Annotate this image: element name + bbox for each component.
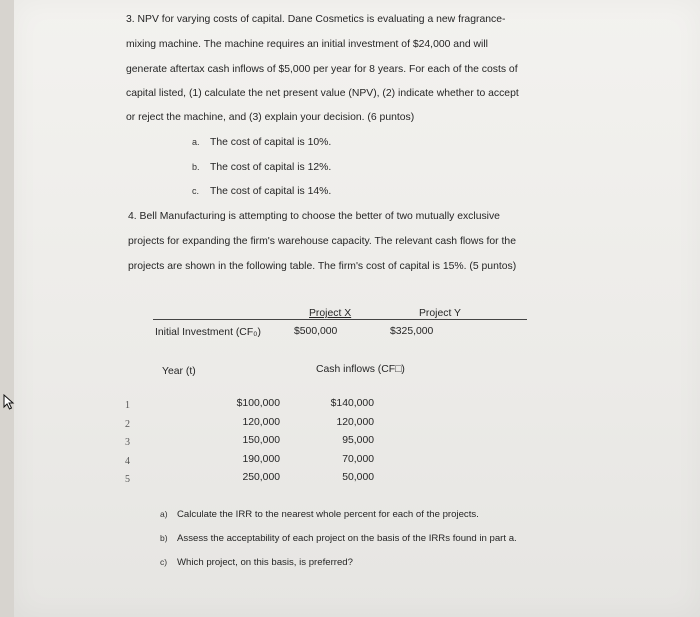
project-y-flow-cell: 95,000	[342, 435, 374, 446]
option-label: b.	[192, 162, 200, 172]
subpart-label: c)	[160, 557, 168, 567]
option-text: The cost of capital is 12%.	[210, 162, 332, 173]
option-text: The cost of capital is 14%.	[210, 186, 332, 197]
project-x-header: Project X	[309, 308, 352, 319]
q3-line-3: generate aftertax cash inflows of $5,000 per year for 8 years. For each of the costs of	[126, 64, 518, 75]
q4-line-3: projects are shown in the following table. The firm's cost of capital is 15%. (5 puntos)	[128, 261, 517, 272]
q4-subpart-b	[160, 533, 517, 544]
year-cell: 1	[125, 400, 130, 411]
year-cell: 2	[125, 419, 130, 430]
year-cell: 4	[125, 456, 130, 467]
project-y-flow-cell: 70,000	[342, 453, 374, 465]
project-y-cash-flows	[318, 398, 374, 491]
q3-option-c	[192, 186, 331, 197]
q4-subpart-c	[160, 557, 353, 568]
q3-line-4: capital listed, (1) calculate the net present value (NPV), (2) indicate whether to accept	[126, 88, 519, 99]
q3-option-b	[192, 162, 331, 173]
option-text: The cost of capital is 10%.	[210, 137, 332, 148]
q3-line-2: mixing machine. The machine requires an initial investment of $24,000 and will	[126, 39, 488, 50]
q4-line-2: projects for expanding the firm's warehouse capacity. The relevant cash flows for the	[128, 236, 516, 247]
year-cell: 5	[125, 474, 130, 485]
project-y-flow-cell: 120,000	[336, 416, 374, 428]
subpart-text: Calculate the IRR to the nearest whole percent for each of the projects.	[177, 509, 479, 520]
project-x-cash-flows	[222, 398, 280, 491]
project-y-flow-cell: $140,000	[330, 398, 374, 409]
initial-investment-y: $325,000	[390, 326, 434, 337]
project-x-flow-cell: 150,000	[242, 435, 280, 446]
project-x-flow-cell: 250,000	[242, 472, 280, 483]
cash-inflows-header: Cash inflows (CF□)	[316, 364, 405, 375]
q3-option-a	[192, 137, 331, 148]
q3-line-5: or reject the machine, and (3) explain your decision. (6 puntos)	[126, 112, 415, 123]
q4-line-1: 4. Bell Manufacturing is attempting to choose the better of two mutually exclusive	[128, 211, 500, 222]
project-x-flow-cell: $100,000	[236, 398, 280, 409]
project-y-header: Project Y	[419, 308, 461, 319]
q4-subpart-a	[160, 509, 479, 520]
option-label: a.	[192, 137, 200, 147]
year-header: Year (t)	[162, 366, 196, 377]
subpart-label: a)	[160, 509, 168, 519]
table-header-rule	[153, 319, 527, 320]
option-label: c.	[192, 186, 200, 196]
initial-investment-label: Initial Investment (CF₀)	[155, 327, 261, 338]
project-x-flow-cell: 120,000	[242, 416, 280, 428]
q3-line-1: 3. NPV for varying costs of capital. Dane Cosmetics is evaluating a new fragrance-	[126, 14, 506, 25]
subpart-text: Which project, on this basis, is preferred?	[177, 557, 353, 568]
year-cell: 3	[125, 437, 130, 448]
project-y-flow-cell: 50,000	[342, 472, 374, 483]
mouse-cursor-icon	[3, 394, 17, 410]
subpart-text: Assess the acceptability of each project on the basis of the IRRs found in part a.	[177, 533, 517, 544]
subpart-label: b)	[160, 533, 168, 543]
initial-investment-x: $500,000	[294, 326, 338, 337]
project-x-flow-cell: 190,000	[242, 453, 280, 465]
